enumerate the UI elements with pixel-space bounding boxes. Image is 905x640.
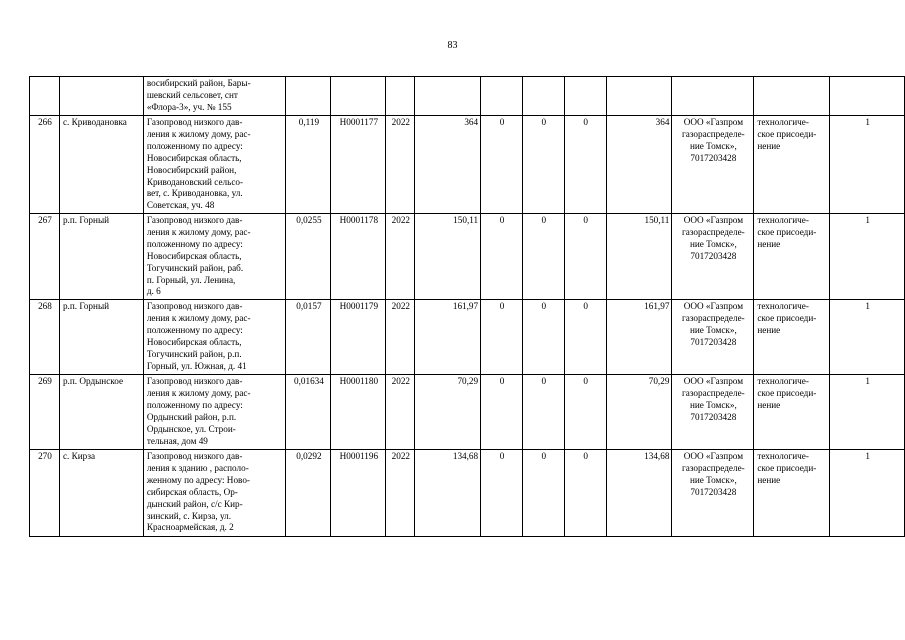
cell-value-1: 0 xyxy=(481,116,523,214)
cell-number: 267 xyxy=(30,214,60,300)
cell-description: Газопровод низкого дав- ления к жилому дому, рас- положенному по адресу: Новосибирская область, Новосибирский район, Криводановский сельсо- вет, с. Криводановка, ул. Советская, уч. 48 xyxy=(143,116,286,214)
table-row xyxy=(30,214,905,300)
cell-description: Газопровод низкого дав- ления к зданию , располо- женному по адресу: Ново- сибирская область, Ор- дынский район, с/с Кир- зинский, с. Кирза, ул. Красноармейская, д. 2 xyxy=(143,450,286,537)
cell-length: 0,0255 xyxy=(286,214,331,300)
page-number: 83 xyxy=(447,40,458,51)
cell-code: Н0001178 xyxy=(331,214,386,300)
cell-organization: ООО «Газпром газораспределе- ние Томск», 7017203428 xyxy=(672,116,754,214)
cell-length: 0,119 xyxy=(286,116,331,214)
cell-year: 2022 xyxy=(386,375,415,450)
cell-count: 1 xyxy=(830,214,905,300)
cell-year: 2022 xyxy=(386,214,415,300)
cell-total: 161,97 xyxy=(606,300,672,375)
cell-description: Газопровод низкого дав- ления к жилому дому, рас- положенному по адресу: Новосибирская область, Тогучинский район, раб. п. Горный, ул. Ленина, д. 6 xyxy=(143,214,286,300)
cell-value-3: 0 xyxy=(564,300,606,375)
cell-organization: ООО «Газпром газораспределе- ние Томск», 7017203428 xyxy=(672,300,754,375)
table-row xyxy=(30,300,905,375)
cell-value-1: 0 xyxy=(481,214,523,300)
cell-code: Н0001177 xyxy=(331,116,386,214)
cell-length: 0,01634 xyxy=(286,375,331,450)
cell-amount: 134,68 xyxy=(415,450,481,537)
cell-number: 266 xyxy=(30,116,60,214)
cell-value-2: 0 xyxy=(522,450,564,537)
cell-number: 270 xyxy=(30,450,60,537)
cell-value-2: 0 xyxy=(522,300,564,375)
cell-locality: с. Кирза xyxy=(59,450,143,537)
table-row xyxy=(30,450,905,537)
cell-organization: ООО «Газпром газораспределе- ние Томск», 7017203428 xyxy=(672,214,754,300)
cell-type: технологиче- ское присоеди- нение xyxy=(754,116,830,214)
cell-value-3: 0 xyxy=(564,214,606,300)
cell-organization: ООО «Газпром газораспределе- ние Томск», 7017203428 xyxy=(672,375,754,450)
cell-type: технологиче- ское присоеди- нение xyxy=(754,214,830,300)
cell-code: Н0001196 xyxy=(331,450,386,537)
cell-total: 134,68 xyxy=(606,450,672,537)
cell-type: технологиче- ское присоеди- нение xyxy=(754,300,830,375)
cell-description: восибирский район, Бары- шевский сельсовет, снт «Флора-3», уч. № 155 xyxy=(143,77,286,116)
cell-length: 0,0292 xyxy=(286,450,331,537)
cell-year: 2022 xyxy=(386,116,415,214)
cell-code: Н0001180 xyxy=(331,375,386,450)
cell-locality: с. Криводановка xyxy=(59,116,143,214)
cell-count: 1 xyxy=(830,300,905,375)
table-row xyxy=(30,375,905,450)
cell-count: 1 xyxy=(830,450,905,537)
cell-value-2: 0 xyxy=(522,116,564,214)
cell-value-3: 0 xyxy=(564,450,606,537)
cell-total: 364 xyxy=(606,116,672,214)
cell-value-1: 0 xyxy=(481,375,523,450)
cell-value-3: 0 xyxy=(564,375,606,450)
cell-type: технологиче- ское присоеди- нение xyxy=(754,375,830,450)
cell-count: 1 xyxy=(830,375,905,450)
cell-locality: р.п. Горный xyxy=(59,300,143,375)
cell-value-2: 0 xyxy=(522,375,564,450)
cell-amount: 364 xyxy=(415,116,481,214)
cell-number: 269 xyxy=(30,375,60,450)
cell-year: 2022 xyxy=(386,300,415,375)
table-row xyxy=(30,116,905,214)
cell-type: технологиче- ское присоеди- нение xyxy=(754,450,830,537)
cell-number: 268 xyxy=(30,300,60,375)
registry-table xyxy=(29,76,905,537)
cell-description: Газопровод низкого дав- ления к жилому дому, рас- положенному по адресу: Ордынский район, р.п. Ордынское, ул. Строи- тельная, дом 49 xyxy=(143,375,286,450)
cell-length: 0,0157 xyxy=(286,300,331,375)
cell-description: Газопровод низкого дав- ления к жилому дому, рас- положенному по адресу: Новосибирская область, Тогучинский район, р.п. Горный, ул. Южная, д. 41 xyxy=(143,300,286,375)
cell-value-1: 0 xyxy=(481,300,523,375)
cell-organization: ООО «Газпром газораспределе- ние Томск», 7017203428 xyxy=(672,450,754,537)
cell-amount: 150,11 xyxy=(415,214,481,300)
cell-value-1: 0 xyxy=(481,450,523,537)
cell-total: 70,29 xyxy=(606,375,672,450)
cell-total: 150,11 xyxy=(606,214,672,300)
cell-amount: 70,29 xyxy=(415,375,481,450)
cell-value-3: 0 xyxy=(564,116,606,214)
table-row-continuation xyxy=(30,77,905,116)
cell-year: 2022 xyxy=(386,450,415,537)
cell-amount: 161,97 xyxy=(415,300,481,375)
cell-code: Н0001179 xyxy=(331,300,386,375)
cell-locality: р.п. Ордынское xyxy=(59,375,143,450)
cell-value-2: 0 xyxy=(522,214,564,300)
cell-locality: р.п. Горный xyxy=(59,214,143,300)
cell-count: 1 xyxy=(830,116,905,214)
